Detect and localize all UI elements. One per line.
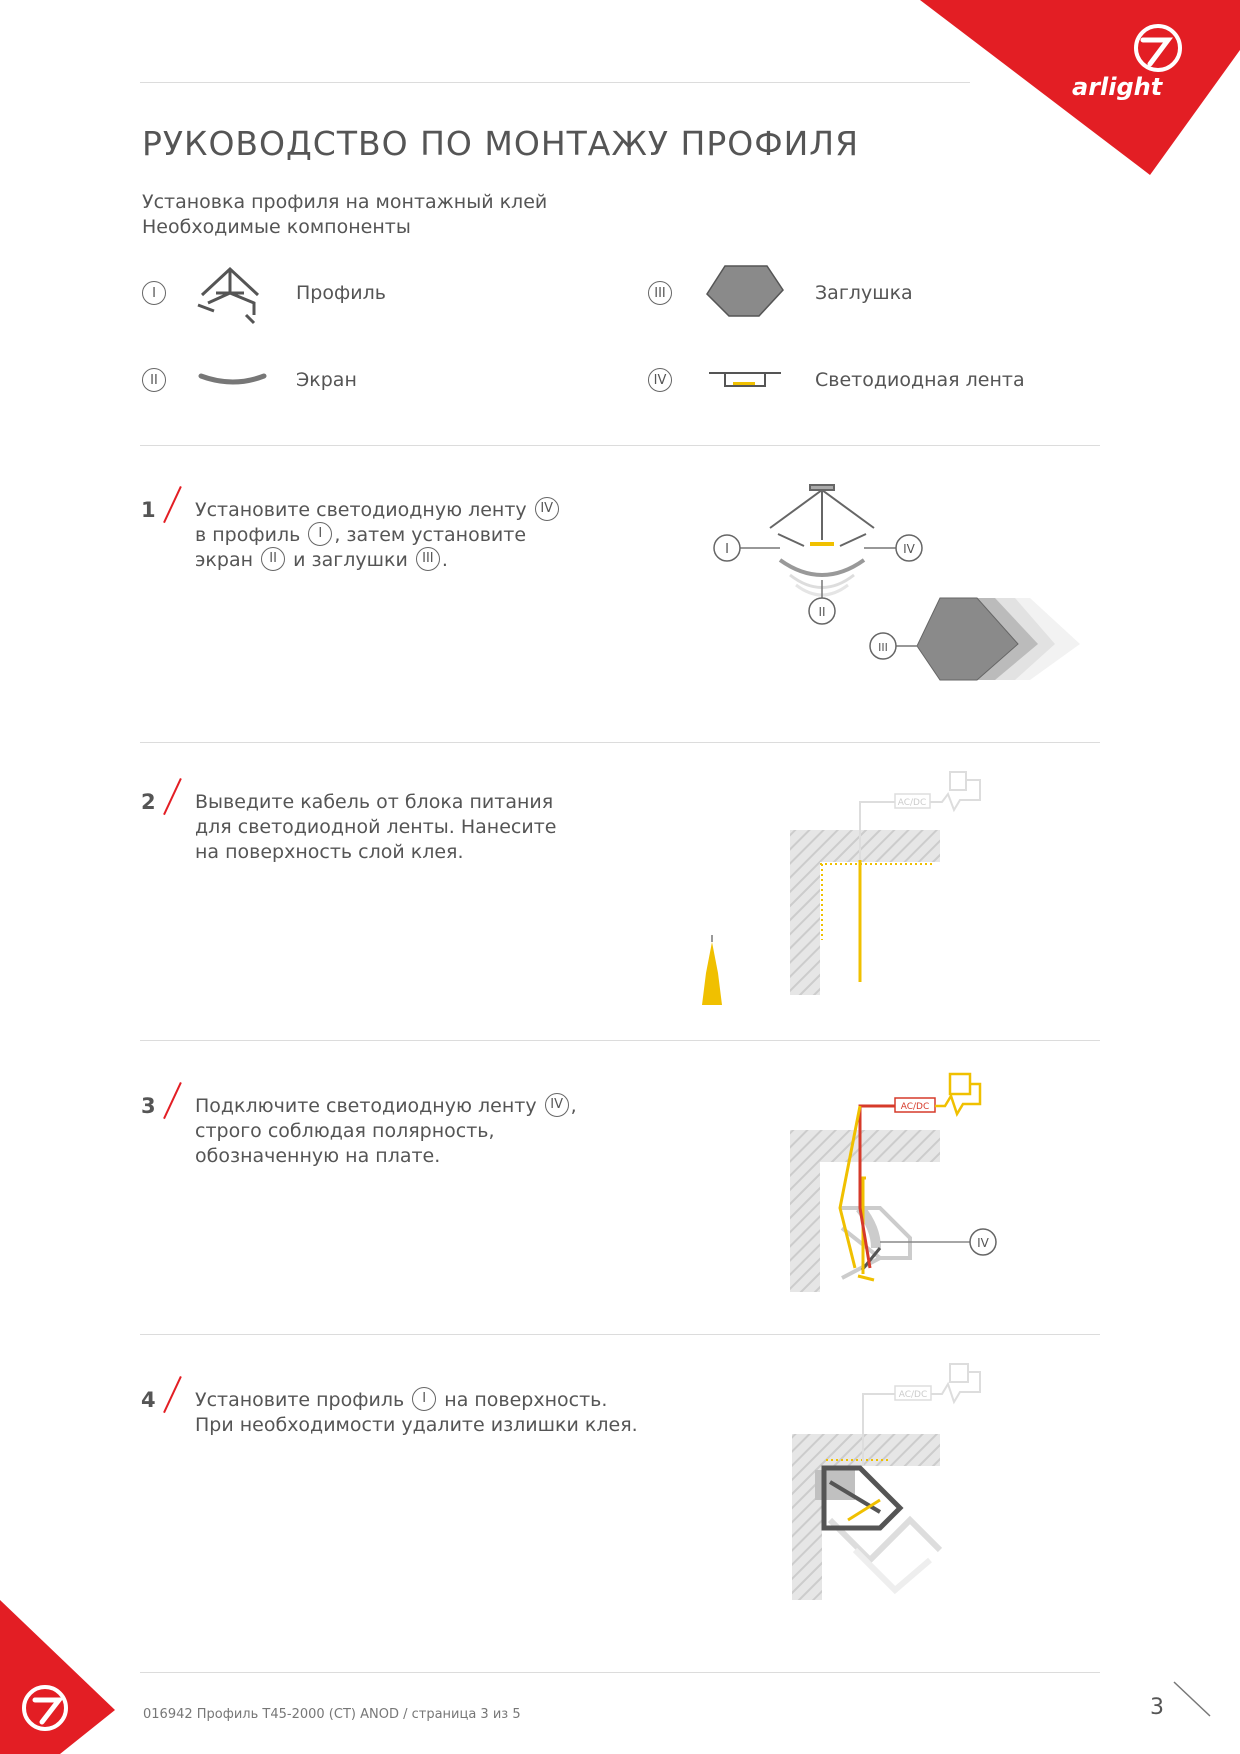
component-label: Профиль [296,282,386,304]
svg-text:II: II [818,605,826,619]
step-slash [163,486,182,523]
logo-text: arlight [1072,73,1163,101]
step-number: 4 [141,1388,156,1412]
screen-icon [198,370,268,390]
profile-icon [194,265,274,325]
step2-diagram [680,760,1000,1010]
step3-diagram [680,1058,1020,1298]
svg-text:IV: IV [903,542,915,556]
step-text: Выведите кабель от блока питания для светодиодной ленты. Нанесите на поверхность слой клея. [195,791,557,863]
svg-text:IV: IV [977,1236,989,1250]
subtitle-line: Необходимые компоненты [142,216,411,238]
brand-corner-bottom [0,1600,120,1754]
component-roman: II [142,368,166,392]
svg-text:AC/DC: AC/DC [897,798,927,808]
end-cap-icon [705,264,785,320]
step-slash [163,778,182,815]
svg-text:III: III [878,641,888,654]
footer-text: 016942 Профиль T45-2000 (CT) ANOD / страница 3 из 5 [143,1707,521,1722]
component-roman: IV [648,368,672,392]
step4-diagram [680,1350,1020,1620]
page-title: РУКОВОДСТВО ПО МОНТАЖУ ПРОФИЛЯ [142,124,860,163]
step-number: 2 [141,790,156,814]
step-number: 1 [141,498,156,522]
svg-text:AC/DC: AC/DC [898,1390,928,1400]
component-roman: I [142,281,166,305]
subtitle [142,190,547,240]
step-slash [163,1376,182,1413]
led-strip-icon [707,370,783,390]
section-divider [140,1040,1100,1041]
section-divider [140,1334,1100,1335]
component-label: Заглушка [815,282,913,304]
step-slash [163,1082,182,1119]
brand-corner [920,0,1240,175]
step1-diagram [700,480,1100,690]
component-roman: III [648,281,672,305]
page-number: 3 [1150,1695,1164,1720]
top-divider [140,82,970,83]
section-divider [140,445,1100,446]
step-text: Подключите светодиодную ленту IV , строго соблюдая полярность, обозначенную на плате. [195,1094,615,1169]
step-text: Установите светодиодную ленту IV в профиль I , затем установите экран II и заглушки III . [195,498,615,573]
subtitle-line: Установка профиля на монтажный клей [142,191,548,213]
step-number: 3 [141,1094,156,1118]
section-divider [140,742,1100,743]
svg-text:AC/DC: AC/DC [900,1102,930,1112]
svg-text:I: I [725,542,729,557]
page-corner-line [1172,1680,1212,1720]
component-label: Экран [296,369,357,391]
step-text: Установите профиль I на поверхность. При необходимости удалите излишки клея. [195,1388,715,1438]
section-divider [140,1672,1100,1673]
component-label: Светодиодная лента [815,369,1025,391]
